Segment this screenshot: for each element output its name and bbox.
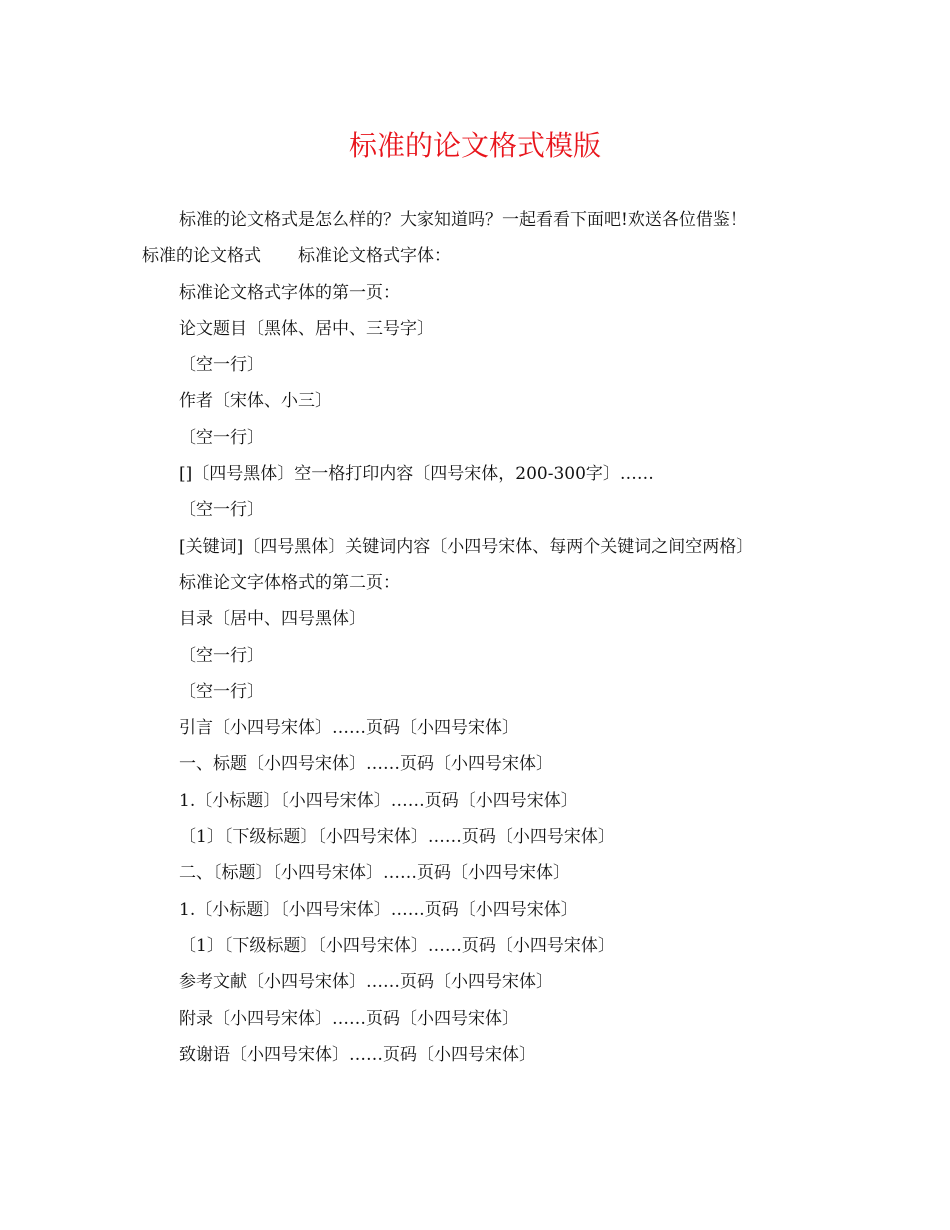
toc-line: 引言〔小四号宋体〕……页码〔小四号宋体〕	[179, 718, 519, 739]
text-line: 论文题目〔黑体、居中、三号字〕	[179, 318, 434, 339]
document-body	[142, 202, 792, 1073]
text-line: 标准论文字体格式的第二页：	[179, 572, 400, 593]
text-line: 目录〔居中、四号黑体〕	[179, 609, 366, 630]
toc-line: 附录〔小四号宋体〕……页码〔小四号宋体〕	[179, 1008, 519, 1029]
text-line: 〔空一行〕	[179, 500, 264, 521]
text-line: 〔空一行〕	[179, 681, 264, 702]
keywords-paragraph: [关键词]〔四号黑体〕关键词内容〔小四号宋体、每两个关键词之间空两格〕	[179, 536, 754, 557]
text-line: 作者〔宋体、小三〕	[179, 391, 332, 412]
toc-line: 1.〔小标题〕〔小四号宋体〕……页码〔小四号宋体〕	[179, 790, 578, 811]
toc-line: 一、标题〔小四号宋体〕……页码〔小四号宋体〕	[179, 754, 553, 775]
text-line: 〔空一行〕	[179, 355, 264, 376]
toc-line: 〔1〕〔下级标题〕〔小四号宋体〕……页码〔小四号宋体〕	[179, 935, 615, 956]
subheading-b: 标准论文格式字体：	[298, 246, 451, 267]
text-line: 〔空一行〕	[179, 645, 264, 666]
toc-line: 〔1〕〔下级标题〕〔小四号宋体〕……页码〔小四号宋体〕	[179, 827, 615, 848]
toc-line: 二、〔标题〕〔小四号宋体〕……页码〔小四号宋体〕	[179, 863, 570, 884]
subheading-line	[142, 238, 792, 274]
text-line: 标准论文格式字体的第一页：	[179, 282, 400, 303]
toc-line: 参考文献〔小四号宋体〕……页码〔小四号宋体〕	[179, 972, 553, 993]
page-title: 标准的论文格式模版	[348, 129, 601, 162]
toc-line: 1.〔小标题〕〔小四号宋体〕……页码〔小四号宋体〕	[179, 899, 578, 920]
intro-paragraph: 标准的论文格式是怎么样的？大家知道吗？一起看看下面吧!欢送各位借鉴！	[179, 210, 747, 230]
subheading-a: 标准的论文格式	[142, 246, 261, 267]
text-line: 〔空一行〕	[179, 427, 264, 448]
toc-line: 致谢语〔小四号宋体〕……页码〔小四号宋体〕	[179, 1044, 536, 1065]
text-line: []〔四号黑体〕空一格打印内容〔四号宋体，200-300字〕……	[179, 464, 654, 485]
